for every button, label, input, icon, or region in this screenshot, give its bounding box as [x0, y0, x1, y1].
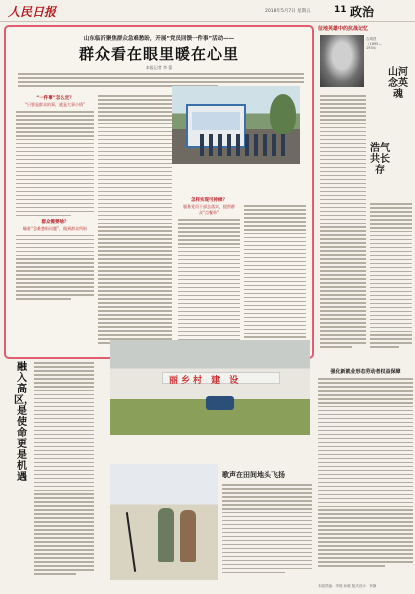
- subhead-2-sub: 瞄准“急难愁盼问题”，做到群众所盼: [22, 225, 88, 231]
- village-banner: [162, 372, 280, 384]
- tripod-shape: [126, 512, 136, 572]
- right-lower-heading: 强化新就业形态劳动者权益保障: [330, 369, 401, 375]
- people-group-shape: [200, 134, 290, 156]
- article-kicker: 山东临沂聚焦群众急难愁盼，开展“党员回馈一件事”活动——: [83, 36, 235, 42]
- subhead-1-sub: “只要是群众的事，就是大事小情”: [24, 102, 86, 107]
- right-column-text-2: [370, 203, 412, 350]
- left-lower-article: [4, 362, 48, 590]
- newspaper-logo: 人民日报: [8, 5, 57, 19]
- page-number: 11: [334, 5, 347, 15]
- banner-text: 丽乡村 建 设: [169, 376, 242, 386]
- subhead-2: 群众需要啥？: [41, 219, 69, 225]
- portrait-caption: 吉鸿昌（1895—1934）: [366, 37, 382, 50]
- subhead-3-sub: 服务党员干部去落实，提供群众“点餐单”: [183, 204, 235, 215]
- right-lower-article: [318, 360, 413, 586]
- issue-date: 2018年5月7日 星期五: [265, 9, 311, 14]
- field-recording-photo: [110, 464, 218, 580]
- left-lower-text: [34, 362, 94, 577]
- article-column-2: [98, 95, 172, 346]
- song-article-title: 歌声在田间地头飞扬: [222, 470, 285, 479]
- featured-article[interactable]: [4, 25, 314, 359]
- article-column-4: [244, 205, 306, 344]
- column-tag: 征地英雄中的抗战记忆: [318, 26, 369, 32]
- right-column-article: [318, 25, 413, 359]
- page-footer: 本版责编：李晨 孙晓 版式设计：李静: [318, 584, 377, 588]
- article-column-3: [178, 195, 240, 358]
- person-shape: [180, 510, 196, 562]
- village-photo: [110, 340, 310, 435]
- song-article-text: [222, 484, 312, 576]
- portrait-photo: [320, 35, 364, 87]
- subhead-1: “一件事”怎么定？: [36, 96, 74, 101]
- title-part-a: 山河念英魂: [388, 67, 408, 100]
- masthead: [0, 0, 415, 22]
- tree-shape: [270, 94, 296, 134]
- right-column-text: [320, 95, 366, 350]
- subhead-3: 怎样实现可持续？: [191, 198, 227, 203]
- article-byline: 本报记者 李 蕾: [145, 65, 173, 70]
- title-part-b: 浩气共长存: [370, 143, 390, 176]
- section-name: 政治: [350, 5, 375, 19]
- vertical-title: 融入高区，是使命更是机遇: [14, 362, 34, 483]
- article-headline: 群众看在眼里暖在心里: [78, 45, 239, 63]
- article-column-1: [16, 93, 94, 302]
- person-shape: [158, 508, 174, 562]
- tractor-shape: [206, 396, 234, 410]
- bus-stop-photo: [172, 86, 300, 164]
